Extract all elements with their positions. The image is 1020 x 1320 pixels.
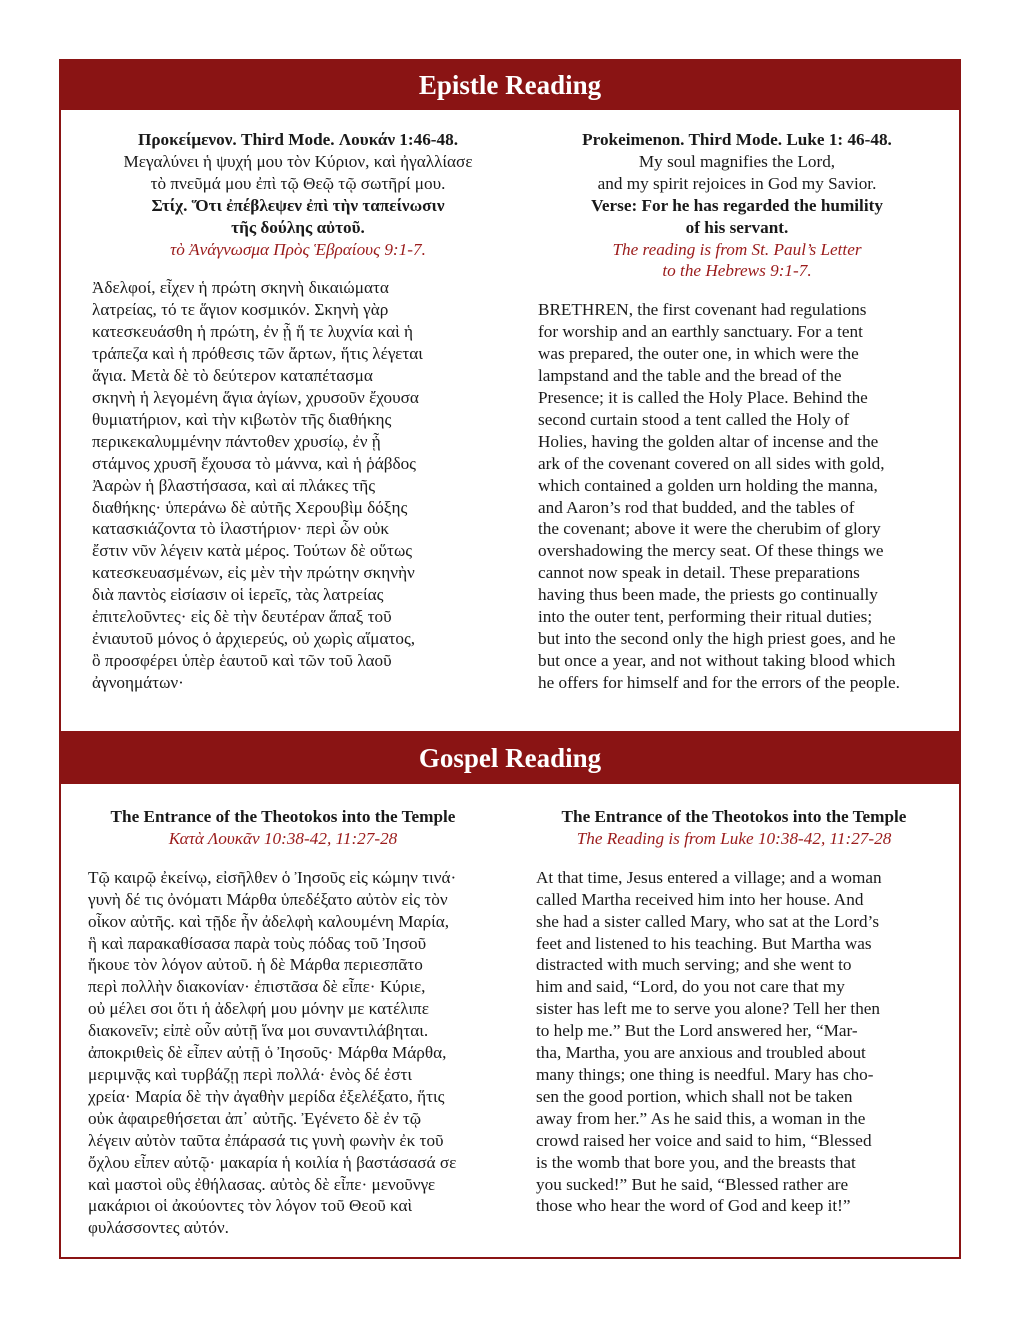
text-line: feet and listened to his teaching. But Martha was bbox=[536, 933, 872, 953]
text-line: ἅγια. Μετὰ δὲ τὸ δεύτερον καταπέτασμα bbox=[92, 366, 373, 386]
text-line: sen the good portion, which shall not be taken bbox=[536, 1086, 853, 1106]
epistle-english-text bbox=[538, 299, 942, 693]
epistle-greek-text bbox=[92, 277, 504, 693]
text-line: ἤκουε τὸν λόγον αὐτοῦ. ἡ δὲ Μάρθα περιεσπᾶτο bbox=[88, 955, 423, 975]
prokeimenon-verse: of his servant. bbox=[685, 217, 789, 237]
text-line: cannot now speak in detail. These preparations bbox=[538, 563, 860, 583]
text-line: second curtain stood a tent called the Holy of bbox=[538, 409, 850, 429]
text-line: At that time, Jesus entered a village; and a woman bbox=[536, 867, 882, 887]
text-line: ἣ καὶ παρακαθίσασα παρὰ τοὺς πόδας τοῦ Ἰησοῦ bbox=[88, 933, 427, 953]
prokeimenon-verse: Verse: For he has regarded the humility bbox=[591, 195, 883, 215]
gospel-title: The Entrance of the Theotokos into the Temple bbox=[561, 807, 907, 826]
gospel-reading-banner: Gospel Reading bbox=[59, 731, 961, 784]
text-line: ἐνιαυτοῦ μόνος ὁ ἀρχιερεύς, οὐ χωρὶς αἵματος, bbox=[92, 628, 416, 648]
text-line: overshadowing the mercy seat. Of these things we bbox=[538, 541, 884, 561]
epistle-greek-prokeimenon bbox=[92, 129, 504, 260]
text-line: ark of the covenant covered on all sides with gold, bbox=[538, 453, 885, 473]
text-line: having thus been made, the priests go continually bbox=[538, 585, 878, 605]
reading-reference: The reading is from St. Paul’s Letter bbox=[612, 239, 862, 259]
text-line: ὄχλου εἶπεν αὐτῷ· μακαρία ἡ κοιλία ἡ βαστάσασά σε bbox=[88, 1152, 457, 1172]
gospel-greek-text bbox=[88, 867, 504, 1239]
text-line: sister has left me to serve you alone? Tell her then bbox=[536, 999, 881, 1019]
text-line: was prepared, the outer one, in which were the bbox=[538, 344, 859, 364]
text-line: κατεσκευασμένων, εἰς μὲν τὴν πρώτην σκηνὴν bbox=[92, 563, 415, 583]
text-line: and Aaron’s rod that budded, and the tables of bbox=[538, 497, 855, 517]
epistle-english-prokeimenon bbox=[532, 129, 942, 282]
prokeimenon-line: Μεγαλύνει ἡ ψυχή μου τὸν Κύριον, καὶ ἠγαλλίασε bbox=[123, 151, 473, 171]
text-line: θυμιατήριον, καὶ τὴν κιβωτὸν τῆς διαθήκης bbox=[92, 409, 392, 429]
text-line: σκηνὴ ἡ λεγομένη ἅγια ἁγίων, χρυσοῦν ἔχουσα bbox=[92, 387, 419, 407]
text-line: him and said, “Lord, do you not care that my bbox=[536, 977, 845, 997]
text-line: διακονεῖν; εἰπὲ οὖν αὐτῇ ἵνα μοι συναντιλάβηται. bbox=[88, 1021, 429, 1041]
text-line: μεριμνᾷς καὶ τυρβάζῃ περὶ πολλά· ἑνὸς δέ ἐστι bbox=[88, 1064, 412, 1084]
text-line: διὰ παντὸς εἰσίασιν οἱ ἱερεῖς, τὰς λατρείας bbox=[92, 585, 384, 605]
gospel-english-header bbox=[536, 806, 932, 850]
text-line: those who hear the word of God and keep it!” bbox=[536, 1196, 851, 1216]
text-line: you sucked!” But he said, “Blessed rather are bbox=[536, 1174, 849, 1194]
prokeimenon-line: My soul magnifies the Lord, bbox=[638, 151, 836, 171]
text-line: οἶκον αὐτῆς. καὶ τῇδε ἦν ἀδελφὴ καλουμένη Μαρία, bbox=[88, 911, 450, 931]
text-line: into the outer tent, performing their ritual duties; bbox=[538, 607, 873, 627]
prokeimenon-title: Προκείμενον. Third Mode. Λουκάν 1:46-48. bbox=[137, 130, 459, 149]
prokeimenon-title: Prokeimenon. Third Mode. Luke 1: 46-48. bbox=[582, 130, 892, 149]
gospel-greek-header bbox=[88, 806, 478, 850]
text-line: περικεκαλυμμένην πάντοθεν χρυσίῳ, ἐν ᾗ bbox=[92, 431, 381, 451]
text-line: distracted with much serving; and she went to bbox=[536, 955, 852, 975]
text-line: he offers for himself and for the errors of the people. bbox=[538, 672, 900, 692]
text-line: οὐ μέλει σοι ὅτι ἡ ἀδελφή μου μόνην με κατέλιπε bbox=[88, 999, 429, 1019]
text-line: Τῷ καιρῷ ἐκείνῳ, εἰσῆλθεν ὁ Ἰησοῦς εἰς κώμην τινά· bbox=[88, 867, 457, 887]
text-line: στάμνος χρυσῆ ἔχουσα τὸ μάννα, καὶ ἡ ῥάβδος bbox=[92, 453, 416, 473]
text-line: is the womb that bore you, and the breasts that bbox=[536, 1152, 856, 1172]
text-line: tha, Martha, you are anxious and troubled about bbox=[536, 1043, 866, 1063]
prokeimenon-line: and my spirit rejoices in God my Savior. bbox=[597, 173, 877, 193]
text-line: crowd raised her voice and said to him, “Blessed bbox=[536, 1130, 872, 1150]
text-line: ἔστιν νῦν λέγειν κατὰ μέρος. Τούτων δὲ οὕτως bbox=[92, 541, 413, 561]
text-line: οὐκ ἀφαιρεθήσεται ἀπ᾿ αὐτῆς. Ἐγένετο δὲ ἐν τῷ bbox=[88, 1108, 422, 1128]
text-line: μακάριοι οἱ ἀκούοντες τὸν λόγον τοῦ Θεοῦ καὶ bbox=[88, 1196, 413, 1216]
text-line: γυνὴ δέ τις ὀνόματι Μάρθα ὑπεδέξατο αὐτὸν εἰς τὸν bbox=[88, 889, 448, 909]
gospel-greek-column bbox=[88, 806, 504, 1239]
text-line: ἀγνοημάτων· bbox=[92, 672, 184, 692]
text-line: κατασκιάζοντα τὸ ἱλαστήριον· περὶ ὧν οὐκ bbox=[92, 519, 390, 539]
text-line: many things; one thing is needful. Mary has cho- bbox=[536, 1064, 874, 1084]
text-line: φυλάσσοντες αὐτόν. bbox=[88, 1218, 229, 1238]
text-line: BRETHREN, the first covenant had regulations bbox=[538, 300, 867, 320]
gospel-title: The Entrance of the Theotokos into the Temple bbox=[110, 807, 456, 826]
reading-reference: The Reading is from Luke 10:38-42, 11:27-28 bbox=[576, 828, 892, 848]
text-line: Presence; it is called the Holy Place. Behind the bbox=[538, 387, 868, 407]
prokeimenon-verse: Στίχ. Ὅτι ἐπέβλεψεν ἐπὶ τὴν ταπείνωσιν bbox=[151, 195, 445, 215]
text-line: χρεία· Μαρία δὲ τὴν ἀγαθὴν μερίδα ἐξελέξατο, ἥτις bbox=[88, 1086, 445, 1106]
text-line: λέγειν αὐτὸν ταῦτα ἐπάρασά τις γυνὴ φωνὴν ἐκ τοῦ bbox=[88, 1130, 444, 1150]
gospel-english-column bbox=[536, 806, 942, 1217]
text-line: ἐπιτελοῦντες· εἰς δὲ τὴν δευτέραν ἅπαξ τοῦ bbox=[92, 607, 392, 627]
epistle-english-column bbox=[532, 129, 942, 694]
text-line: which contained a golden urn holding the manna, bbox=[538, 475, 878, 495]
text-line: Ἀαρὼν ἡ βλαστήσασα, καὶ αἱ πλάκες τῆς bbox=[92, 475, 376, 495]
text-line: Holies, having the golden altar of incense and the bbox=[538, 431, 879, 451]
epistle-greek-column bbox=[92, 129, 504, 694]
text-line: διαθήκης· ὑπεράνω δὲ αὐτῆς Χερουβὶμ δόξης bbox=[92, 497, 408, 517]
gospel-english-text bbox=[536, 867, 942, 1218]
epistle-reading-banner: Epistle Reading bbox=[59, 59, 961, 110]
text-line: away from her.” As he said this, a woman in the bbox=[536, 1108, 866, 1128]
text-line: called Martha received him into her house. And bbox=[536, 889, 864, 909]
prokeimenon-line: τὸ πνεῦμά μου ἐπὶ τῷ Θεῷ τῷ σωτῆρί μου. bbox=[150, 173, 446, 193]
reading-reference: Κατὰ Λουκᾶν 10:38-42, 11:27-28 bbox=[168, 828, 398, 848]
text-line: but into the second only the high priest goes, and he bbox=[538, 628, 896, 648]
text-line: Ἀδελφοί, εἶχεν ἡ πρώτη σκηνὴ δικαιώματα bbox=[92, 278, 389, 298]
text-line: ἀποκριθεὶς δὲ εἶπεν αὐτῇ ὁ Ἰησοῦς· Μάρθα Μάρθα, bbox=[88, 1043, 447, 1063]
reading-reference: to the Hebrews 9:1-7. bbox=[662, 261, 812, 281]
text-line: but once a year, and not without taking blood which bbox=[538, 650, 896, 670]
text-line: the covenant; above it were the cherubim of glory bbox=[538, 519, 881, 539]
prokeimenon-verse: τῆς δούλης αὐτοῦ. bbox=[231, 217, 365, 237]
text-line: for worship and an earthly sanctuary. For a tent bbox=[538, 322, 863, 342]
text-line: to help me.” But the Lord answered her, “Mar- bbox=[536, 1021, 858, 1041]
text-line: τράπεζα καὶ ἡ πρόθεσις τῶν ἄρτων, ἥτις λέγεται bbox=[92, 344, 423, 364]
text-line: lampstand and the table and the bread of the bbox=[538, 366, 842, 386]
reading-reference: τὸ Ἀνάγνωσμα Πρὸς Ἑβραίους 9:1-7. bbox=[170, 239, 426, 259]
text-line: she had a sister called Mary, who sat at the Lord’s bbox=[536, 911, 880, 931]
text-line: κατεσκευάσθη ἡ πρώτη, ἐν ᾗ ἥ τε λυχνία καὶ ἡ bbox=[92, 322, 413, 342]
text-line: καὶ μαστοὶ οὓς ἐθήλασας. αὐτὸς δὲ εἶπε· μενοῦνγε bbox=[88, 1174, 436, 1194]
text-line: ὃ προσφέρει ὑπὲρ ἑαυτοῦ καὶ τῶν τοῦ λαοῦ bbox=[92, 650, 392, 670]
text-line: λατρείας, τό τε ἅγιον κοσμικόν. Σκηνὴ γὰρ bbox=[92, 300, 389, 320]
text-line: περὶ πολλὴν διακονίαν· ἐπιστᾶσα δὲ εἶπε· Κύριε, bbox=[88, 977, 426, 997]
